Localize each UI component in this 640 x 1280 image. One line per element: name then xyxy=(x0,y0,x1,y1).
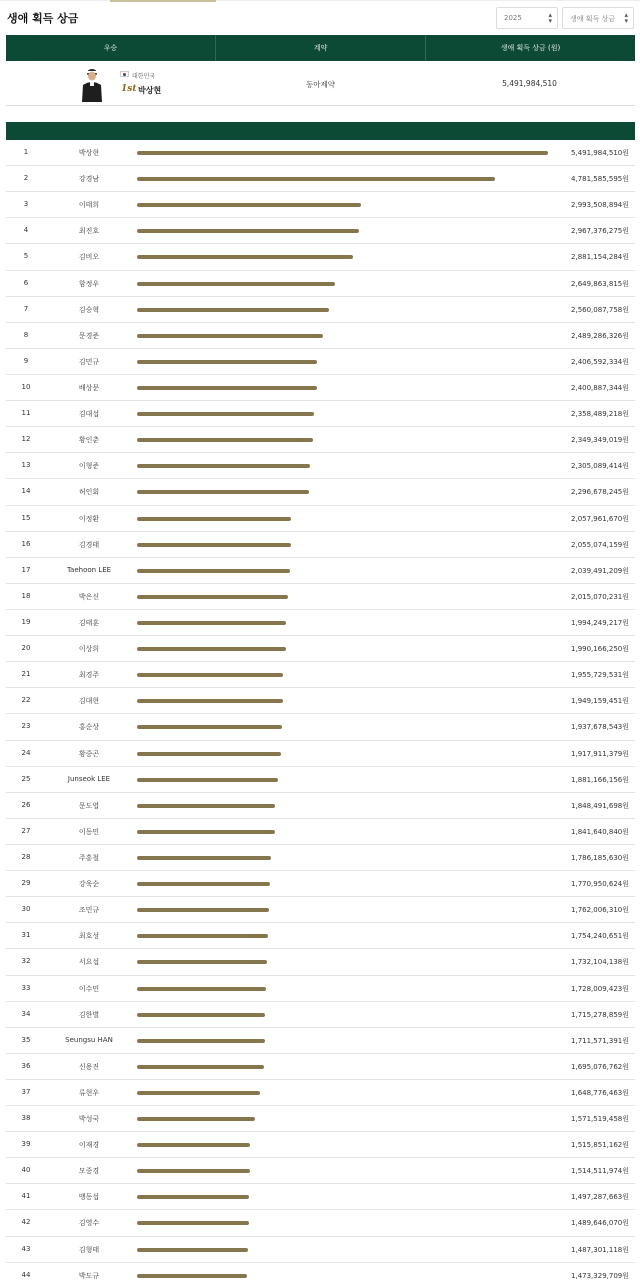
rank-cell: 4 xyxy=(23,226,29,235)
rank-cell: 9 xyxy=(23,356,29,365)
rank-cell: 35 xyxy=(21,1035,31,1044)
rank-cell: 37 xyxy=(21,1087,31,1096)
player-name[interactable]: 박상현 xyxy=(78,149,100,157)
player-name[interactable]: 함정우 xyxy=(78,279,100,288)
earnings-amount: 1,949,159,451원 xyxy=(571,697,629,706)
rank-cell: 10 xyxy=(21,382,31,391)
earnings-bar xyxy=(137,464,310,468)
earnings-bar xyxy=(137,1274,247,1278)
rank-cell: 44 xyxy=(21,1270,31,1279)
earnings-amount: 1,881,166,156원 xyxy=(571,775,629,784)
table-row[interactable] xyxy=(6,793,635,819)
earnings-amount: 1,917,911,379원 xyxy=(571,749,629,758)
table-row[interactable] xyxy=(6,1106,635,1132)
earnings-amount: 1,487,301,118원 xyxy=(571,1245,629,1254)
player-name[interactable]: 이형준 xyxy=(78,462,100,471)
table-row[interactable] xyxy=(6,218,635,244)
champion-sponsor: 동아제약 xyxy=(306,80,335,89)
player-name[interactable]: 김비오 xyxy=(78,253,100,262)
table-row[interactable] xyxy=(6,1002,635,1028)
table-row[interactable] xyxy=(6,297,635,323)
rank-cell: 1 xyxy=(23,148,29,156)
player-avatar[interactable] xyxy=(78,66,106,102)
earnings-bar xyxy=(137,1013,265,1017)
rank-cell: 29 xyxy=(21,879,31,888)
earnings-amount: 1,489,646,070원 xyxy=(571,1219,629,1228)
earnings-amount: 1,848,491,698원 xyxy=(571,801,629,810)
player-name[interactable]: 김형태 xyxy=(78,1245,100,1254)
rank-cell: 20 xyxy=(21,644,31,653)
player-name[interactable]: 최진호 xyxy=(78,227,100,236)
earnings-amount: 2,039,491,209원 xyxy=(571,566,629,575)
table-row[interactable] xyxy=(6,271,635,297)
rank-cell: 32 xyxy=(21,957,31,966)
player-name[interactable]: Taehoon LEE xyxy=(66,565,112,574)
table-row[interactable] xyxy=(6,427,635,453)
earnings-bar xyxy=(137,308,329,312)
earnings-bar xyxy=(137,673,283,677)
player-name[interactable]: 배상문 xyxy=(78,383,100,392)
table-row[interactable] xyxy=(6,323,635,349)
player-name[interactable]: 맹동섭 xyxy=(78,1193,100,1202)
table-row[interactable] xyxy=(6,688,635,714)
table-row[interactable] xyxy=(6,1158,635,1184)
ranking-list xyxy=(6,140,635,1280)
earnings-amount: 1,786,185,630원 xyxy=(571,853,629,862)
column-header-career-earnings: 생애 획득 상금 (원) xyxy=(500,44,561,52)
earnings-bar xyxy=(137,517,291,521)
rank-cell: 41 xyxy=(21,1192,31,1201)
page-header xyxy=(0,6,640,30)
table-row[interactable] xyxy=(6,767,635,793)
earnings-amount: 1,695,076,762원 xyxy=(571,1062,629,1071)
earnings-bar xyxy=(137,360,317,364)
earnings-amount: 2,015,070,231원 xyxy=(571,592,629,601)
earnings-bar xyxy=(137,725,282,729)
earnings-amount: 1,732,104,138원 xyxy=(571,958,629,967)
rank-cell: 12 xyxy=(21,435,31,444)
earnings-bar xyxy=(137,386,317,390)
rank-cell: 33 xyxy=(21,983,31,992)
earnings-amount: 2,305,089,414원 xyxy=(571,462,629,471)
earnings-amount: 5,491,984,510원 xyxy=(571,149,629,157)
table-row[interactable] xyxy=(6,506,635,532)
earnings-amount: 1,770,950,624원 xyxy=(571,880,629,889)
table-row[interactable] xyxy=(6,532,635,558)
rank-cell: 24 xyxy=(21,748,31,757)
earnings-bar xyxy=(137,1039,265,1043)
player-name[interactable]: 신용진 xyxy=(78,1062,100,1071)
earnings-amount: 2,358,489,218원 xyxy=(571,410,629,419)
earnings-bar xyxy=(137,334,323,338)
earnings-amount: 1,514,511,974원 xyxy=(571,1167,629,1176)
earnings-amount: 2,400,887,344원 xyxy=(571,383,629,392)
earnings-bar xyxy=(137,804,275,808)
rank-cell: 30 xyxy=(21,905,31,914)
column-header-contract: 계약 xyxy=(216,35,426,61)
table-row[interactable] xyxy=(6,949,635,975)
rank-cell: 31 xyxy=(21,931,31,940)
earnings-bar xyxy=(137,908,269,912)
table-row[interactable] xyxy=(6,636,635,662)
earnings-bar xyxy=(137,621,286,625)
earnings-bar xyxy=(137,882,270,886)
player-name[interactable]: 서요섭 xyxy=(78,958,100,967)
earnings-amount: 2,560,087,758원 xyxy=(571,305,629,314)
player-name[interactable]: 주흥철 xyxy=(78,853,100,862)
player-name[interactable]: 이태희 xyxy=(78,201,100,210)
up-down-caret-icon: ▴ ▾ xyxy=(624,11,628,25)
rank-cell: 25 xyxy=(21,774,31,783)
rank-cell: 23 xyxy=(21,722,31,731)
earnings-bar xyxy=(137,203,361,207)
earnings-bar xyxy=(137,595,288,599)
earnings-bar xyxy=(137,934,268,938)
earnings-bar xyxy=(137,1169,250,1173)
player-name[interactable]: 류현우 xyxy=(78,1088,100,1097)
earnings-bar xyxy=(137,255,353,259)
earnings-bar xyxy=(137,1248,248,1252)
table-row[interactable] xyxy=(6,244,635,270)
earnings-amount: 1,990,166,250원 xyxy=(571,645,629,654)
earnings-bar xyxy=(137,1195,249,1199)
earnings-bar xyxy=(137,438,313,442)
ranking-list-header xyxy=(6,122,635,140)
earnings-bar xyxy=(137,1221,249,1225)
table-row[interactable] xyxy=(6,558,635,584)
player-name[interactable]: 조민규 xyxy=(78,906,100,915)
table-row[interactable] xyxy=(6,976,635,1002)
earnings-bar xyxy=(137,1065,264,1069)
rank-cell: 39 xyxy=(21,1140,31,1149)
rank-cell: 27 xyxy=(21,826,31,835)
champion-name[interactable]: 박상현 xyxy=(138,86,162,95)
rank-cell: 6 xyxy=(23,278,29,287)
earnings-amount: 1,497,287,663원 xyxy=(571,1193,629,1202)
player-name[interactable]: 김대섭 xyxy=(78,410,100,419)
table-row[interactable] xyxy=(6,1237,635,1263)
table-row[interactable] xyxy=(6,923,635,949)
earnings-bar xyxy=(137,752,281,756)
table-row[interactable] xyxy=(6,1080,635,1106)
earnings-bar xyxy=(137,282,335,286)
table-row[interactable] xyxy=(6,897,635,923)
earnings-bar xyxy=(137,412,314,416)
earnings-bar xyxy=(137,699,283,703)
earnings-amount: 2,993,508,894원 xyxy=(571,201,629,210)
table-row[interactable] xyxy=(6,1054,635,1080)
table-row[interactable] xyxy=(6,401,635,427)
table-row[interactable] xyxy=(6,741,635,767)
player-name[interactable]: 김경태 xyxy=(78,540,100,549)
table-row[interactable] xyxy=(6,819,635,845)
earnings-bar xyxy=(137,778,278,782)
rank-cell: 7 xyxy=(23,304,29,313)
rank-cell: 21 xyxy=(21,670,31,679)
champion-career-earnings: 5,491,984,510 xyxy=(502,79,557,88)
earnings-amount: 1,937,678,543원 xyxy=(571,723,629,732)
rank-cell: 26 xyxy=(21,800,31,809)
earnings-amount: 2,406,592,334원 xyxy=(571,357,629,366)
earnings-amount: 2,296,678,245원 xyxy=(571,488,629,497)
table-row[interactable] xyxy=(6,479,635,505)
table-row[interactable] xyxy=(6,662,635,688)
player-name[interactable]: 최호성 xyxy=(78,932,100,941)
rank-cell: 2 xyxy=(23,174,29,183)
table-row[interactable] xyxy=(6,584,635,610)
champion-row[interactable] xyxy=(6,61,635,106)
rank-cell: 11 xyxy=(21,409,31,418)
korea-flag-icon xyxy=(120,71,129,77)
earnings-bar xyxy=(137,647,286,651)
player-name[interactable]: 문도엽 xyxy=(78,801,100,810)
player-name[interactable]: Seungsu HAN xyxy=(65,1035,113,1044)
earnings-amount: 1,841,640,840원 xyxy=(571,827,629,836)
earnings-amount: 2,649,863,815원 xyxy=(571,279,629,288)
player-name[interactable]: 김태훈 xyxy=(78,618,100,627)
earnings-bar xyxy=(137,987,266,991)
earnings-bar xyxy=(137,830,275,834)
rank-cell: 17 xyxy=(21,565,31,574)
rank-cell: 14 xyxy=(21,487,31,496)
table-row[interactable] xyxy=(6,1028,635,1054)
rank-cell: 18 xyxy=(21,591,31,600)
player-name[interactable]: 강욱순 xyxy=(78,880,100,889)
table-row[interactable] xyxy=(6,453,635,479)
earnings-amount: 1,955,729,531원 xyxy=(571,671,629,680)
player-name[interactable]: 황중곤 xyxy=(78,749,100,758)
earnings-amount: 1,994,249,217원 xyxy=(571,618,629,627)
column-header-winner: 우승 xyxy=(6,35,216,61)
player-name[interactable]: 허인회 xyxy=(78,488,100,497)
table-row[interactable] xyxy=(6,1210,635,1236)
player-name[interactable]: 황인춘 xyxy=(78,436,100,445)
player-name[interactable]: 김승혁 xyxy=(78,305,100,314)
table-row[interactable] xyxy=(6,871,635,897)
player-name[interactable]: 박성국 xyxy=(78,1115,100,1124)
earnings-amount: 1,754,240,651원 xyxy=(571,932,629,941)
sort-select-value: 생애 획득 상금 xyxy=(570,15,616,23)
rank-cell: 42 xyxy=(21,1218,31,1227)
player-name[interactable]: 박도규 xyxy=(78,1271,100,1280)
table-row[interactable] xyxy=(6,845,635,871)
earnings-amount: 1,728,009,423원 xyxy=(571,984,629,993)
rank-cell: 28 xyxy=(21,852,31,861)
player-name[interactable]: 김한별 xyxy=(78,1010,100,1019)
earnings-amount: 2,881,154,284원 xyxy=(571,253,629,262)
rank-cell: 36 xyxy=(21,1061,31,1070)
earnings-amount: 2,967,376,275원 xyxy=(571,227,629,236)
earnings-bar xyxy=(137,569,290,573)
player-name[interactable]: 이동민 xyxy=(78,827,100,836)
player-name[interactable]: 이정환 xyxy=(78,514,100,523)
rank-cell: 3 xyxy=(23,200,29,209)
player-name[interactable]: 모중경 xyxy=(78,1167,100,1176)
table-row[interactable] xyxy=(6,610,635,636)
player-name[interactable]: 강경남 xyxy=(78,175,100,184)
table-row[interactable] xyxy=(6,1263,635,1280)
rank-cell: 15 xyxy=(21,513,31,522)
player-name[interactable]: 김민규 xyxy=(78,357,100,366)
champion-table-header xyxy=(6,35,635,61)
sort-select[interactable] xyxy=(562,7,634,29)
earnings-bar xyxy=(137,856,271,860)
player-name[interactable]: 홍순상 xyxy=(78,723,100,732)
player-name[interactable]: 김대현 xyxy=(78,697,100,706)
rank-cell: 19 xyxy=(21,617,31,626)
table-row[interactable] xyxy=(6,166,635,192)
rank-cell: 16 xyxy=(21,539,31,548)
earnings-amount: 1,571,519,458원 xyxy=(571,1115,629,1124)
table-row[interactable] xyxy=(6,1184,635,1210)
earnings-amount: 1,711,571,391원 xyxy=(571,1036,629,1045)
earnings-amount: 1,473,329,709원 xyxy=(571,1271,629,1280)
champion-rank-label: 1st xyxy=(121,84,137,94)
page-title: 생애 획득 상금 xyxy=(7,12,79,25)
earnings-bar xyxy=(137,177,495,181)
rank-cell: 8 xyxy=(23,330,29,339)
up-down-caret-icon: ▴ ▾ xyxy=(548,11,552,25)
earnings-amount: 1,762,006,310원 xyxy=(571,906,629,915)
earnings-amount: 1,715,278,859원 xyxy=(571,1010,629,1019)
earnings-bar xyxy=(137,960,267,964)
table-row[interactable] xyxy=(6,375,635,401)
earnings-amount: 2,489,286,326원 xyxy=(571,331,629,340)
player-name[interactable]: 이수민 xyxy=(78,984,100,993)
earnings-bar xyxy=(137,543,291,547)
earnings-bar xyxy=(137,229,359,233)
earnings-amount: 2,349,349,019원 xyxy=(571,436,629,445)
earnings-amount: 4,781,585,595원 xyxy=(571,175,629,184)
earnings-amount: 1,515,851,162원 xyxy=(571,1141,629,1150)
player-name[interactable]: 최경주 xyxy=(78,671,100,680)
rank-cell: 43 xyxy=(21,1244,31,1253)
player-name[interactable]: Junseok LEE xyxy=(67,774,111,783)
year-select[interactable] xyxy=(496,7,558,29)
earnings-bar xyxy=(137,490,309,494)
rank-cell: 22 xyxy=(21,696,31,705)
rank-cell: 34 xyxy=(21,1009,31,1018)
player-country: 대한민국 xyxy=(132,73,156,80)
table-row[interactable] xyxy=(6,714,635,740)
player-name[interactable]: 문경준 xyxy=(78,331,100,340)
earnings-bar xyxy=(137,1091,260,1095)
earnings-bar xyxy=(137,151,548,155)
earnings-bar xyxy=(137,1143,250,1147)
earnings-bar xyxy=(137,1117,255,1121)
active-tab-indicator xyxy=(110,0,216,2)
rank-cell: 38 xyxy=(21,1114,31,1123)
rank-cell: 40 xyxy=(21,1166,31,1175)
top-divider xyxy=(0,0,640,1)
player-name[interactable]: 이재경 xyxy=(78,1141,100,1150)
player-name[interactable]: 박은신 xyxy=(78,592,100,601)
player-name[interactable]: 김영수 xyxy=(78,1219,100,1228)
rank-cell: 13 xyxy=(21,461,31,470)
table-row[interactable] xyxy=(6,1132,635,1158)
table-row[interactable] xyxy=(6,349,635,375)
year-select-value: 2025 xyxy=(504,14,522,22)
table-row[interactable] xyxy=(6,192,635,218)
earnings-amount: 2,055,074,159원 xyxy=(571,540,629,549)
earnings-amount: 1,648,776,463원 xyxy=(571,1088,629,1097)
rank-cell: 5 xyxy=(23,252,29,261)
earnings-amount: 2,057,961,670원 xyxy=(571,514,629,523)
table-row[interactable] xyxy=(6,140,635,166)
player-name[interactable]: 이상희 xyxy=(78,645,100,654)
